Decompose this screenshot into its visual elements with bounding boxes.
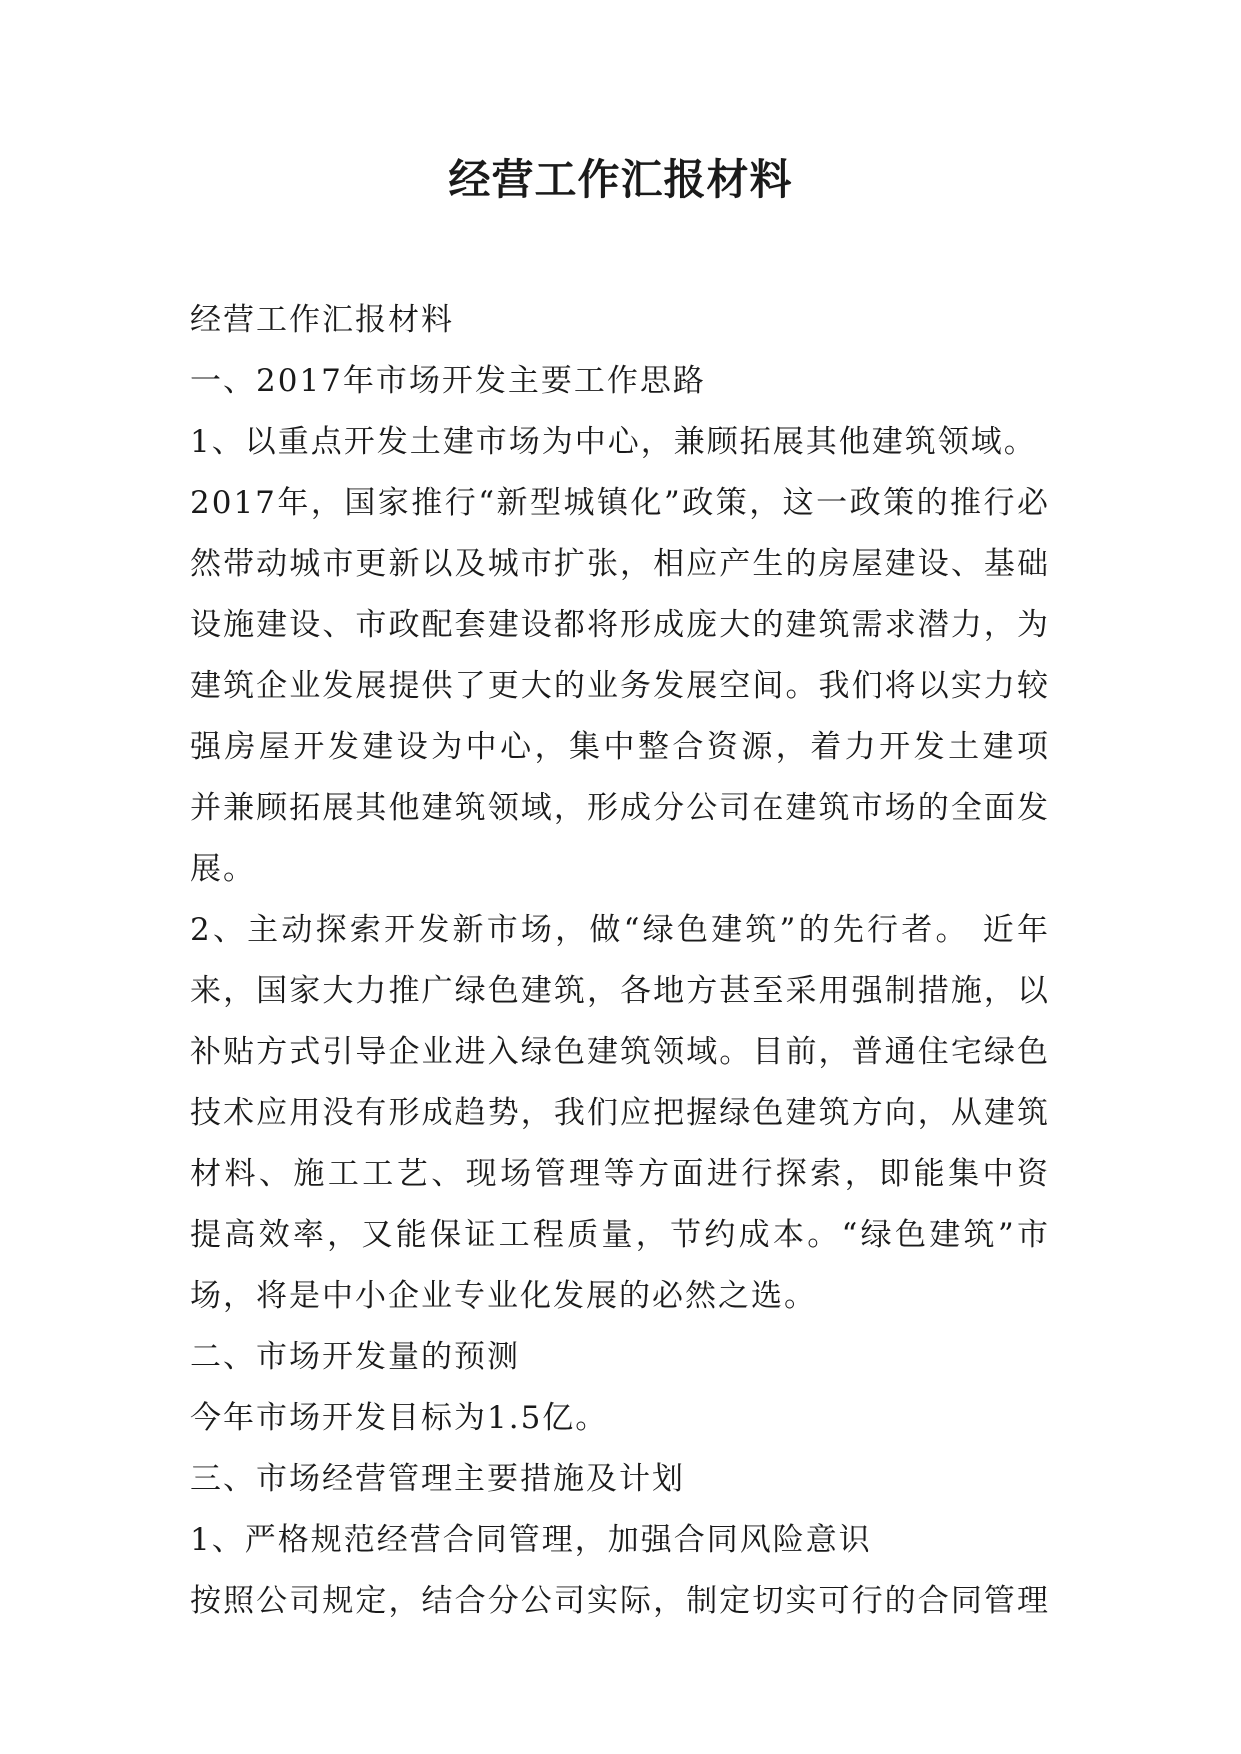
text-line: 经营工作汇报材料: [190, 302, 454, 338]
text-line: 来，国家大力推广绿色建筑，各地方甚至采用强制措施，以: [190, 973, 1050, 1009]
text-line: 2、主动探索开发新市场，做“绿色建筑”的先行者。 近年: [190, 912, 1050, 948]
text-line: 展。: [190, 851, 256, 887]
text-line: 材料、施工工艺、现场管理等方面进行探索，即能集中资: [190, 1156, 1050, 1192]
text-line: 2017年，国家推行“新型城镇化”政策，这一政策的推行必: [190, 485, 1050, 521]
text-line: 三、市场经营管理主要措施及计划: [190, 1461, 685, 1497]
text-line: 设施建设、市政配套建设都将形成庞大的建筑需求潜力，为: [190, 607, 1050, 643]
text-line: 一、2017年市场开发主要工作思路: [190, 363, 706, 399]
text-line: 技术应用没有形成趋势，我们应把握绿色建筑方向，从建筑: [190, 1095, 1050, 1131]
text-line: 1、严格规范经营合同管理，加强合同风险意识: [190, 1522, 872, 1558]
text-line: 场，将是中小企业专业化发展的必然之选。: [190, 1278, 817, 1314]
text-line: 并兼顾拓展其他建筑领域，形成分公司在建筑市场的全面发: [190, 790, 1050, 826]
text-line: 1、以重点开发土建市场为中心，兼顾拓展其他建筑领域。: [190, 424, 1037, 460]
document-title: 经营工作汇报材料: [448, 155, 793, 204]
text-line: 补贴方式引导企业进入绿色建筑领域。目前，普通住宅绿色: [190, 1034, 1050, 1070]
text-line: 提高效率，又能保证工程质量，节约成本。“绿色建筑”市: [190, 1217, 1050, 1253]
text-line: 然带动城市更新以及城市扩张，相应产生的房屋建设、基础: [190, 546, 1050, 582]
document-body: [190, 290, 1050, 1632]
text-line: 强房屋开发建设为中心，集中整合资源，着力开发土建项: [190, 729, 1050, 765]
text-line: 二、市场开发量的预测: [190, 1339, 520, 1375]
text-line: 今年市场开发目标为1.5亿。: [190, 1400, 609, 1436]
text-line: 建筑企业发展提供了更大的业务发展空间。我们将以实力较: [190, 668, 1050, 704]
text-line: 按照公司规定，结合分公司实际，制定切实可行的合同管理: [190, 1583, 1050, 1619]
